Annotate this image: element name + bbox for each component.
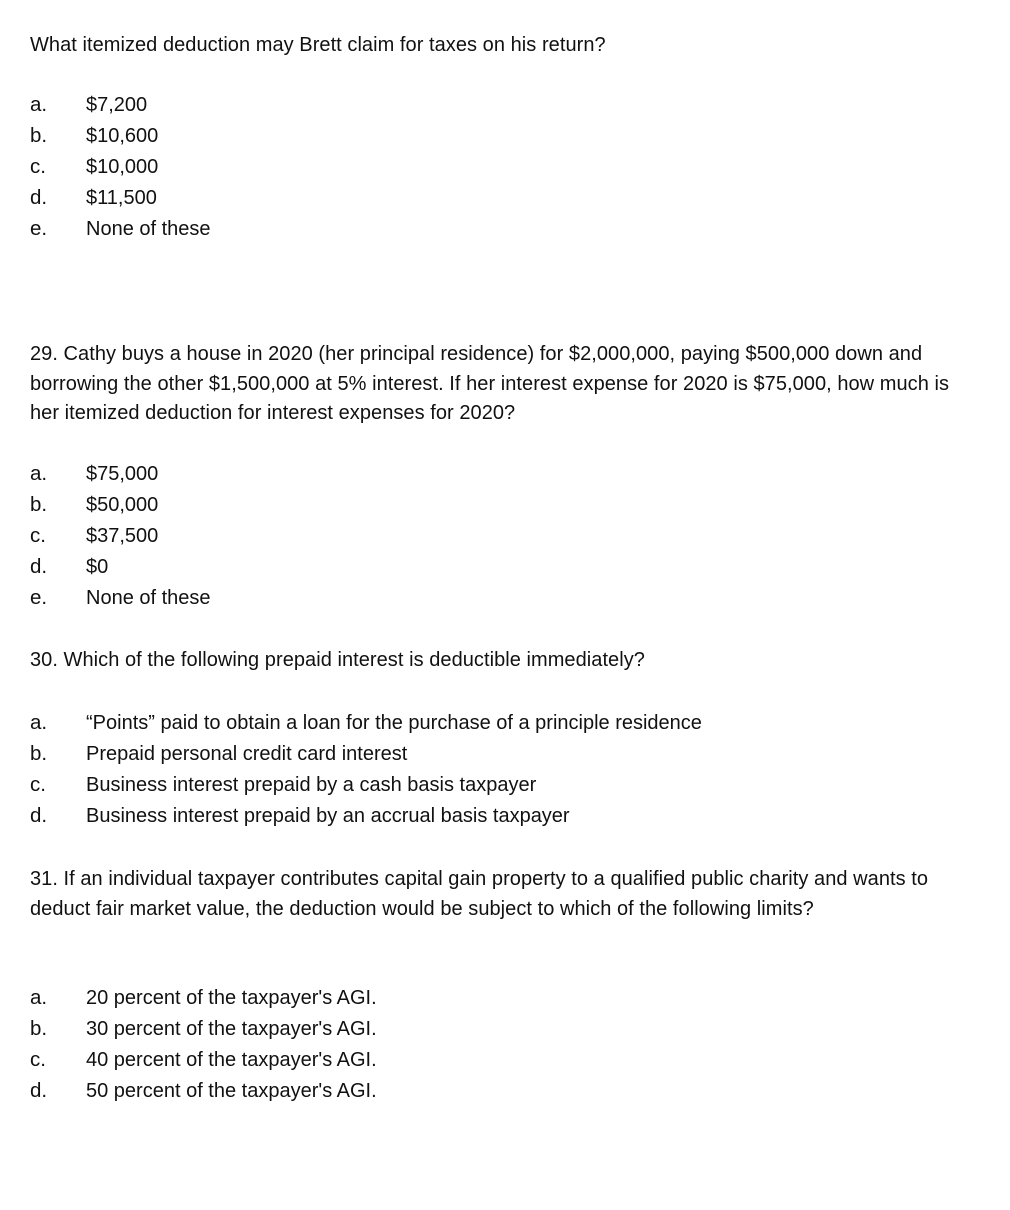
- option-letter: b.: [30, 742, 48, 765]
- option-text: 40 percent of the taxpayer's AGI.: [86, 1049, 377, 1071]
- option-text: None of these: [86, 587, 211, 609]
- answer-options: [30, 707, 980, 831]
- answer-option[interactable]: [30, 1044, 980, 1075]
- option-letter: d.: [30, 804, 48, 827]
- answer-option[interactable]: [30, 551, 980, 582]
- option-text: $10,000: [86, 156, 159, 178]
- option-text: Prepaid personal credit card interest: [86, 743, 408, 765]
- option-letter: a.: [30, 711, 48, 734]
- answer-option[interactable]: [30, 489, 980, 520]
- question-prompt: 29. Cathy buys a house in 2020 (her principal residence) for $2,000,000, paying $500,000 down and borrowing the other $1,500,000 at 5% interest. If her interest expense for 2020 is $75,000, how much is her itemized deduction for interest expenses for 2020?: [30, 343, 950, 424]
- option-letter: e.: [30, 586, 48, 609]
- answer-option[interactable]: [30, 707, 980, 738]
- answer-option[interactable]: [30, 458, 980, 489]
- option-text: “Points” paid to obtain a loan for the purchase of a principle residence: [86, 712, 702, 734]
- option-letter: d.: [30, 1079, 48, 1102]
- option-text: 50 percent of the taxpayer's AGI.: [86, 1080, 377, 1102]
- option-text: $50,000: [86, 494, 159, 516]
- option-text: $11,500: [86, 187, 157, 209]
- answer-option[interactable]: [30, 520, 980, 551]
- question-prompt: 30. Which of the following prepaid interest is deductible immediately?: [30, 649, 645, 671]
- option-text: $75,000: [86, 463, 159, 485]
- answer-option[interactable]: [30, 213, 980, 244]
- option-text: $7,200: [86, 94, 148, 116]
- option-letter: c.: [30, 524, 46, 547]
- option-text: $37,500: [86, 525, 159, 547]
- answer-option[interactable]: [30, 800, 980, 831]
- option-text: None of these: [86, 218, 211, 240]
- option-letter: a.: [30, 462, 48, 485]
- option-text: Business interest prepaid by an accrual basis taxpayer: [86, 805, 570, 827]
- answer-option[interactable]: [30, 182, 980, 213]
- option-text: 30 percent of the taxpayer's AGI.: [86, 1018, 377, 1040]
- option-text: 20 percent of the taxpayer's AGI.: [86, 987, 377, 1009]
- question-prompt: What itemized deduction may Brett claim for taxes on his return?: [30, 34, 606, 56]
- option-letter: b.: [30, 124, 48, 147]
- answer-option[interactable]: [30, 151, 980, 182]
- answer-option[interactable]: [30, 738, 980, 769]
- option-letter: a.: [30, 93, 48, 116]
- option-letter: e.: [30, 217, 48, 240]
- answer-option[interactable]: [30, 89, 980, 120]
- answer-option[interactable]: [30, 982, 980, 1013]
- question-prompt: 31. If an individual taxpayer contributes capital gain property to a qualified public charity and wants to deduct fair market value, the deduction would be subject to which of the following limits?: [30, 868, 929, 920]
- answer-options: [30, 458, 980, 613]
- option-letter: b.: [30, 1017, 48, 1040]
- answer-option[interactable]: [30, 1013, 980, 1044]
- answer-option[interactable]: [30, 1075, 980, 1106]
- option-text: $10,600: [86, 125, 159, 147]
- answer-option[interactable]: [30, 769, 980, 800]
- answer-options: [30, 89, 980, 244]
- option-text: Business interest prepaid by a cash basis taxpayer: [86, 774, 537, 796]
- option-letter: a.: [30, 986, 48, 1009]
- option-letter: c.: [30, 155, 46, 178]
- answer-option[interactable]: [30, 120, 980, 151]
- option-letter: c.: [30, 1048, 46, 1071]
- answer-options: [30, 982, 980, 1106]
- answer-option[interactable]: [30, 582, 980, 613]
- option-letter: d.: [30, 555, 48, 578]
- option-letter: d.: [30, 186, 48, 209]
- option-text: $0: [86, 556, 109, 578]
- option-letter: c.: [30, 773, 46, 796]
- option-letter: b.: [30, 493, 48, 516]
